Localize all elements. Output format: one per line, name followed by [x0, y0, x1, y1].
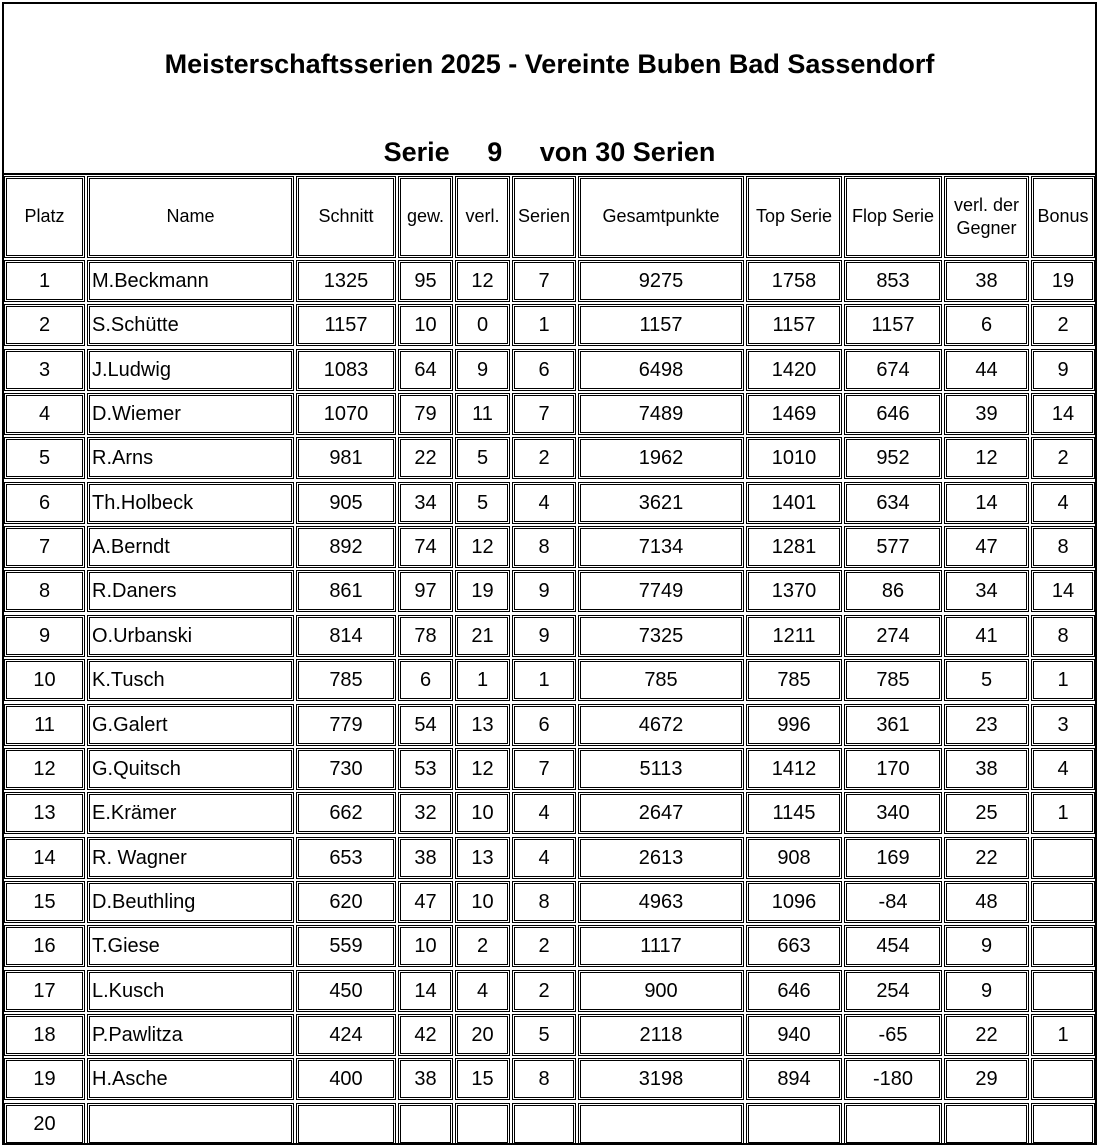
cell-schnitt: 861: [296, 570, 396, 612]
cell-name: J.Ludwig: [87, 349, 294, 391]
cell-platz: 9: [4, 615, 85, 657]
cell-verl: 15: [455, 1058, 510, 1100]
cell-bonus: 4: [1031, 482, 1095, 524]
cell-verl-der-gegner: 23: [944, 704, 1029, 746]
cell-flop-serie: [844, 1103, 942, 1145]
cell-gew: 47: [398, 881, 453, 923]
cell-serien: 9: [512, 570, 576, 612]
cell-verl: 11: [455, 393, 510, 435]
cell-verl-der-gegner: 38: [944, 748, 1029, 790]
cell-verl: 5: [455, 437, 510, 479]
cell-top-serie: 1420: [746, 349, 842, 391]
cell-verl-der-gegner: 6: [944, 304, 1029, 346]
cell-flop-serie: 674: [844, 349, 942, 391]
cell-bonus: 19: [1031, 260, 1095, 302]
cell-top-serie: 1145: [746, 792, 842, 834]
cell-gew: 54: [398, 704, 453, 746]
column-header-schnitt: Schnitt: [296, 176, 396, 258]
cell-platz: 18: [4, 1014, 85, 1056]
cell-bonus: 3: [1031, 704, 1095, 746]
cell-flop-serie: 170: [844, 748, 942, 790]
cell-platz: 3: [4, 349, 85, 391]
cell-platz: 12: [4, 748, 85, 790]
cell-top-serie: 646: [746, 970, 842, 1012]
cell-schnitt: 785: [296, 659, 396, 701]
cell-gew: 10: [398, 925, 453, 967]
cell-gesamtpunkte: 7489: [578, 393, 744, 435]
cell-verl: 10: [455, 792, 510, 834]
cell-top-serie: 940: [746, 1014, 842, 1056]
cell-gew: 34: [398, 482, 453, 524]
cell-name: R. Wagner: [87, 837, 294, 879]
cell-serien: 6: [512, 704, 576, 746]
cell-name: P.Pawlitza: [87, 1014, 294, 1056]
cell-verl-der-gegner: 14: [944, 482, 1029, 524]
cell-flop-serie: 254: [844, 970, 942, 1012]
cell-flop-serie: 361: [844, 704, 942, 746]
column-header-verl: verl.: [455, 176, 510, 258]
cell-bonus: [1031, 970, 1095, 1012]
cell-gew: 22: [398, 437, 453, 479]
cell-verl-der-gegner: 47: [944, 526, 1029, 568]
cell-serien: 8: [512, 1058, 576, 1100]
cell-gew: 32: [398, 792, 453, 834]
cell-verl: 12: [455, 526, 510, 568]
column-header-verl-der-gegner: verl. der Gegner: [944, 176, 1029, 258]
cell-verl: 4: [455, 970, 510, 1012]
cell-name: R.Daners: [87, 570, 294, 612]
cell-gesamtpunkte: 1962: [578, 437, 744, 479]
cell-verl-der-gegner: 12: [944, 437, 1029, 479]
cell-serien: 2: [512, 925, 576, 967]
cell-gew: 79: [398, 393, 453, 435]
cell-schnitt: 1325: [296, 260, 396, 302]
cell-platz: 10: [4, 659, 85, 701]
cell-top-serie: [746, 1103, 842, 1145]
cell-schnitt: 905: [296, 482, 396, 524]
cell-serien: 1: [512, 304, 576, 346]
cell-bonus: [1031, 925, 1095, 967]
cell-gew: 97: [398, 570, 453, 612]
cell-schnitt: 559: [296, 925, 396, 967]
cell-name: G.Galert: [87, 704, 294, 746]
cell-serien: 2: [512, 970, 576, 1012]
cell-verl-der-gegner: 41: [944, 615, 1029, 657]
cell-top-serie: 1370: [746, 570, 842, 612]
cell-name: O.Urbanski: [87, 615, 294, 657]
cell-platz: 4: [4, 393, 85, 435]
cell-gew: 14: [398, 970, 453, 1012]
cell-gew: 38: [398, 837, 453, 879]
cell-serien: 1: [512, 659, 576, 701]
cell-schnitt: 981: [296, 437, 396, 479]
cell-bonus: 1: [1031, 1014, 1095, 1056]
cell-top-serie: 1758: [746, 260, 842, 302]
cell-bonus: 1: [1031, 659, 1095, 701]
cell-serien: 9: [512, 615, 576, 657]
cell-flop-serie: -84: [844, 881, 942, 923]
cell-platz: 19: [4, 1058, 85, 1100]
cell-serien: 7: [512, 393, 576, 435]
cell-schnitt: 814: [296, 615, 396, 657]
series-subtitle: [4, 137, 1095, 168]
cell-bonus: 8: [1031, 526, 1095, 568]
cell-verl: 0: [455, 304, 510, 346]
cell-platz: 13: [4, 792, 85, 834]
cell-verl-der-gegner: 22: [944, 837, 1029, 879]
cell-serien: 8: [512, 526, 576, 568]
of-series-label: von 30 Serien: [539, 137, 716, 167]
cell-name: S.Schütte: [87, 304, 294, 346]
cell-flop-serie: 952: [844, 437, 942, 479]
page-title: Meisterschaftsserien 2025 - Vereinte Buben Bad Sassendorf: [164, 49, 935, 79]
cell-top-serie: 785: [746, 659, 842, 701]
cell-name: R.Arns: [87, 437, 294, 479]
cell-bonus: [1031, 837, 1095, 879]
column-header-bonus: Bonus: [1031, 176, 1095, 258]
cell-verl-der-gegner: 38: [944, 260, 1029, 302]
cell-flop-serie: 340: [844, 792, 942, 834]
cell-platz: 11: [4, 704, 85, 746]
cell-bonus: 8: [1031, 615, 1095, 657]
cell-serien: 2: [512, 437, 576, 479]
cell-name: Th.Holbeck: [87, 482, 294, 524]
cell-platz: 5: [4, 437, 85, 479]
cell-verl: 9: [455, 349, 510, 391]
cell-bonus: 2: [1031, 304, 1095, 346]
cell-verl: 19: [455, 570, 510, 612]
cell-platz: 6: [4, 482, 85, 524]
cell-platz: 20: [4, 1103, 85, 1145]
cell-platz: 1: [4, 260, 85, 302]
cell-top-serie: 1010: [746, 437, 842, 479]
cell-serien: 5: [512, 1014, 576, 1056]
cell-gew: 74: [398, 526, 453, 568]
cell-top-serie: 663: [746, 925, 842, 967]
cell-verl-der-gegner: 9: [944, 925, 1029, 967]
cell-verl: 5: [455, 482, 510, 524]
cell-top-serie: 996: [746, 704, 842, 746]
cell-verl: 12: [455, 748, 510, 790]
cell-gesamtpunkte: 3621: [578, 482, 744, 524]
cell-flop-serie: 454: [844, 925, 942, 967]
column-header-platz: Platz: [4, 176, 85, 258]
header-divider: [4, 173, 1095, 175]
cell-gesamtpunkte: 4963: [578, 881, 744, 923]
cell-verl-der-gegner: 22: [944, 1014, 1029, 1056]
cell-gesamtpunkte: 2613: [578, 837, 744, 879]
serie-number: 9: [487, 137, 503, 167]
column-header-serien: Serien: [512, 176, 576, 258]
cell-flop-serie: -180: [844, 1058, 942, 1100]
cell-name: L.Kusch: [87, 970, 294, 1012]
cell-top-serie: 1401: [746, 482, 842, 524]
cell-top-serie: 1412: [746, 748, 842, 790]
cell-bonus: 14: [1031, 393, 1095, 435]
cell-verl-der-gegner: 29: [944, 1058, 1029, 1100]
cell-platz: 7: [4, 526, 85, 568]
cell-verl-der-gegner: 39: [944, 393, 1029, 435]
cell-gesamtpunkte: 7325: [578, 615, 744, 657]
cell-gesamtpunkte: [578, 1103, 744, 1145]
cell-schnitt: 662: [296, 792, 396, 834]
cell-gew: 64: [398, 349, 453, 391]
cell-serien: 8: [512, 881, 576, 923]
cell-serien: 4: [512, 792, 576, 834]
cell-gesamtpunkte: 2647: [578, 792, 744, 834]
cell-flop-serie: 853: [844, 260, 942, 302]
cell-gesamtpunkte: 9275: [578, 260, 744, 302]
cell-gesamtpunkte: 785: [578, 659, 744, 701]
cell-verl: 20: [455, 1014, 510, 1056]
column-header-flop-serie: Flop Serie: [844, 176, 942, 258]
cell-name: K.Tusch: [87, 659, 294, 701]
cell-verl-der-gegner: 25: [944, 792, 1029, 834]
cell-top-serie: 908: [746, 837, 842, 879]
cell-flop-serie: -65: [844, 1014, 942, 1056]
cell-name: D.Wiemer: [87, 393, 294, 435]
cell-gesamtpunkte: 6498: [578, 349, 744, 391]
cell-flop-serie: 785: [844, 659, 942, 701]
cell-serien: [512, 1103, 576, 1145]
cell-flop-serie: 1157: [844, 304, 942, 346]
cell-verl: 1: [455, 659, 510, 701]
cell-schnitt: 653: [296, 837, 396, 879]
cell-top-serie: 1211: [746, 615, 842, 657]
cell-gesamtpunkte: 1117: [578, 925, 744, 967]
cell-schnitt: 1070: [296, 393, 396, 435]
cell-bonus: 9: [1031, 349, 1095, 391]
cell-gesamtpunkte: 900: [578, 970, 744, 1012]
cell-serien: 6: [512, 349, 576, 391]
cell-verl: 13: [455, 837, 510, 879]
cell-gew: [398, 1103, 453, 1145]
cell-bonus: 4: [1031, 748, 1095, 790]
cell-verl: 2: [455, 925, 510, 967]
cell-flop-serie: 634: [844, 482, 942, 524]
cell-top-serie: 1469: [746, 393, 842, 435]
cell-verl-der-gegner: 5: [944, 659, 1029, 701]
cell-schnitt: 892: [296, 526, 396, 568]
cell-gesamtpunkte: 5113: [578, 748, 744, 790]
cell-bonus: 2: [1031, 437, 1095, 479]
cell-verl-der-gegner: 34: [944, 570, 1029, 612]
cell-flop-serie: 274: [844, 615, 942, 657]
cell-schnitt: 424: [296, 1014, 396, 1056]
column-header-top-serie: Top Serie: [746, 176, 842, 258]
cell-name: D.Beuthling: [87, 881, 294, 923]
cell-schnitt: 450: [296, 970, 396, 1012]
cell-bonus: [1031, 1103, 1095, 1145]
cell-verl: 12: [455, 260, 510, 302]
cell-platz: 8: [4, 570, 85, 612]
cell-serien: 7: [512, 260, 576, 302]
cell-verl: 21: [455, 615, 510, 657]
cell-verl-der-gegner: 9: [944, 970, 1029, 1012]
serie-label: Serie: [383, 137, 450, 167]
cell-name: G.Quitsch: [87, 748, 294, 790]
cell-schnitt: 1083: [296, 349, 396, 391]
cell-bonus: [1031, 1058, 1095, 1100]
cell-verl-der-gegner: 48: [944, 881, 1029, 923]
cell-gesamtpunkte: 3198: [578, 1058, 744, 1100]
cell-top-serie: 894: [746, 1058, 842, 1100]
cell-top-serie: 1281: [746, 526, 842, 568]
cell-platz: 14: [4, 837, 85, 879]
cell-gesamtpunkte: 1157: [578, 304, 744, 346]
cell-name: T.Giese: [87, 925, 294, 967]
cell-flop-serie: 646: [844, 393, 942, 435]
cell-flop-serie: 86: [844, 570, 942, 612]
cell-bonus: 1: [1031, 792, 1095, 834]
cell-platz: 17: [4, 970, 85, 1012]
cell-bonus: [1031, 881, 1095, 923]
cell-serien: 7: [512, 748, 576, 790]
cell-platz: 15: [4, 881, 85, 923]
cell-name: E.Krämer: [87, 792, 294, 834]
cell-schnitt: 779: [296, 704, 396, 746]
cell-name: [87, 1103, 294, 1145]
cell-name: M.Beckmann: [87, 260, 294, 302]
cell-schnitt: 1157: [296, 304, 396, 346]
standings-sheet: [2, 2, 1097, 1145]
column-header-name: Name: [87, 176, 294, 258]
cell-schnitt: 620: [296, 881, 396, 923]
cell-schnitt: [296, 1103, 396, 1145]
column-header-gew: gew.: [398, 176, 453, 258]
cell-gew: 38: [398, 1058, 453, 1100]
cell-schnitt: 400: [296, 1058, 396, 1100]
cell-gew: 6: [398, 659, 453, 701]
cell-verl: [455, 1103, 510, 1145]
cell-serien: 4: [512, 482, 576, 524]
cell-flop-serie: 169: [844, 837, 942, 879]
cell-gew: 95: [398, 260, 453, 302]
cell-gew: 53: [398, 748, 453, 790]
cell-top-serie: 1157: [746, 304, 842, 346]
cell-gew: 10: [398, 304, 453, 346]
cell-serien: 4: [512, 837, 576, 879]
cell-verl: 10: [455, 881, 510, 923]
cell-gesamtpunkte: 7749: [578, 570, 744, 612]
cell-gesamtpunkte: 7134: [578, 526, 744, 568]
cell-name: A.Berndt: [87, 526, 294, 568]
cell-gesamtpunkte: 2118: [578, 1014, 744, 1056]
cell-name: H.Asche: [87, 1058, 294, 1100]
column-header-gesamtpunkte: Gesamtpunkte: [578, 176, 744, 258]
cell-platz: 2: [4, 304, 85, 346]
cell-verl-der-gegner: 44: [944, 349, 1029, 391]
cell-bonus: 14: [1031, 570, 1095, 612]
cell-gesamtpunkte: 4672: [578, 704, 744, 746]
cell-verl-der-gegner: [944, 1103, 1029, 1145]
cell-flop-serie: 577: [844, 526, 942, 568]
cell-verl: 13: [455, 704, 510, 746]
cell-gew: 78: [398, 615, 453, 657]
cell-gew: 42: [398, 1014, 453, 1056]
cell-schnitt: 730: [296, 748, 396, 790]
cell-top-serie: 1096: [746, 881, 842, 923]
cell-platz: 16: [4, 925, 85, 967]
